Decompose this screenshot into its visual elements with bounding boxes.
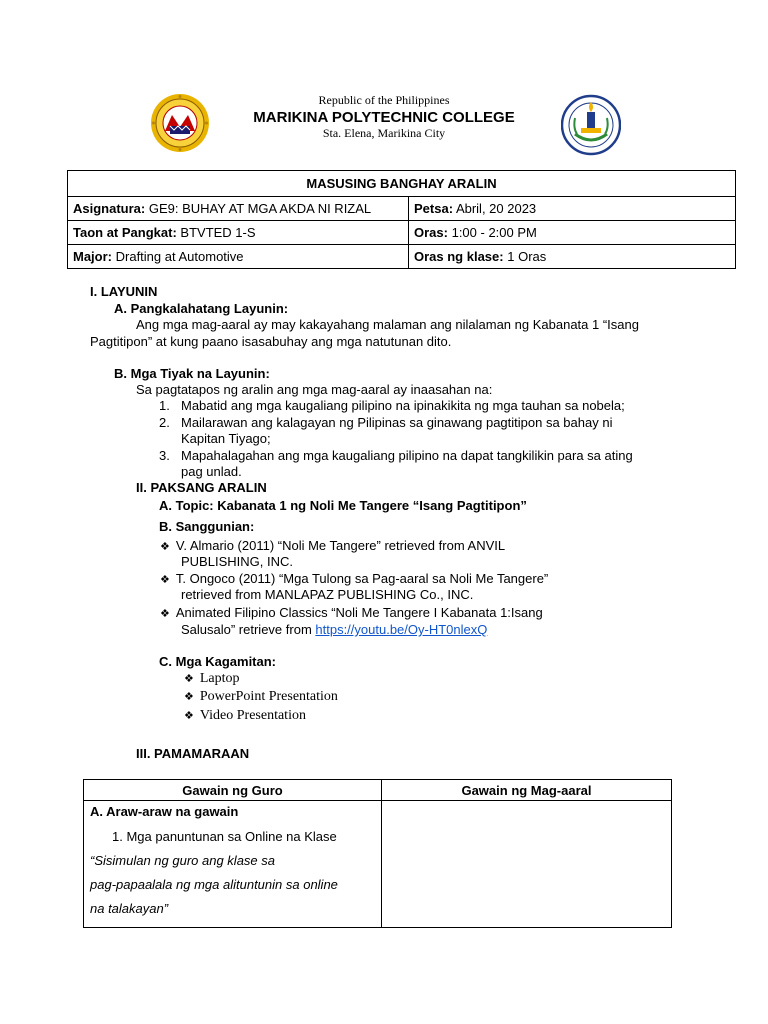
objective-number: 1.	[159, 398, 170, 413]
student-activity-header: Gawain ng Mag-aaral	[382, 780, 672, 801]
teacher-quote-line: “Sisimulan ng guro ang klase sa	[90, 853, 275, 868]
objective-text: Mapahalagahan ang mga kaugaliang pilipino na dapat tangkilikin para sa ating	[181, 448, 633, 463]
online-rules-item: 1. Mga panuntunan sa Online na Klase	[112, 829, 337, 844]
table-row	[84, 801, 672, 928]
reference-item-cont: retrieved from MANLAPAZ PUBLISHING Co., INC.	[181, 587, 474, 602]
material-item: ❖ Video Presentation	[184, 708, 306, 723]
topic-line: A. Topic: Kabanata 1 ng Noli Me Tangere “Isang Pagtitipon”	[159, 498, 527, 513]
diamond-bullet-icon: ❖	[160, 574, 170, 586]
info-row	[68, 245, 736, 269]
material-item: ❖ PowerPoint Presentation	[184, 689, 338, 704]
reference-item: ❖ T. Ongoco (2011) “Mga Tulong sa Pag-aaral sa Noli Me Tangere”	[160, 571, 549, 586]
info-row	[68, 221, 736, 245]
diamond-bullet-icon: ❖	[160, 608, 170, 620]
reference-item: ❖ Animated Filipino Classics “Noli Me Tangere I Kabanata 1:Isang	[160, 605, 543, 620]
objective-text: Mabatid ang mga kaugaliang pilipino na ipinakikita ng mga tauhan sa nobela;	[181, 398, 625, 413]
diamond-bullet-icon: ❖	[160, 541, 170, 553]
paksang-aralin-heading: II. PAKSANG ARALIN	[136, 480, 267, 495]
general-objective-heading: A. Pangkalahatang Layunin:	[114, 301, 289, 316]
specific-objectives-heading: B. Mga Tiyak na Layunin:	[114, 366, 270, 381]
diamond-bullet-icon: ❖	[184, 673, 194, 685]
date-value: Abril, 20 2023	[455, 201, 537, 216]
time-value: 1:00 - 2:00 PM	[451, 225, 537, 240]
objective-number: 2.	[159, 415, 170, 430]
objective-number: 3.	[159, 448, 170, 463]
date-label: Petsa:	[414, 201, 454, 216]
youtube-link[interactable]: https://youtu.be/Oy-HT0nlexQ	[315, 622, 488, 637]
college-address: Sta. Elena, Marikina City	[322, 126, 446, 140]
college-name: MARIKINA POLYTECHNIC COLLEGE	[253, 109, 515, 126]
lesson-info-table	[67, 170, 736, 269]
reference-item-cont: Salusalo” retrieve from https://youtu.be/Oy-HT0nlexQ	[181, 622, 488, 637]
daily-routine-heading: A. Araw-araw na gawain	[90, 804, 239, 819]
procedure-table	[83, 779, 672, 928]
objective-text-cont: pag unlad.	[181, 464, 242, 479]
year-section-label: Taon at Pangkat:	[73, 225, 177, 240]
objective-text: Mailarawan ang kalagayan ng Pilipinas sa ginawang pagtitipon sa bahay ni	[181, 415, 613, 430]
subject-label: Asignatura:	[73, 201, 146, 216]
student-activity-cell	[382, 801, 672, 928]
general-objective-text: Ang mga mag-aaral ay may kakayahang malaman ang nilalaman ng Kabanata 1 “Isang	[136, 317, 639, 332]
diamond-bullet-icon: ❖	[184, 691, 194, 703]
class-hours-label: Oras ng klase:	[414, 249, 504, 264]
teacher-quote-line: na talakayan”	[90, 901, 169, 916]
references-heading: B. Sanggunian:	[159, 519, 255, 534]
material-item: ❖ Laptop	[184, 671, 240, 686]
diamond-bullet-icon: ❖	[184, 710, 194, 722]
time-label: Oras:	[414, 225, 448, 240]
country-line: Republic of the Philippines	[318, 93, 450, 107]
specific-objectives-intro: Sa pagtatapos ng aralin ang mga mag-aaral ay inaasahan na:	[136, 382, 493, 397]
layunin-heading: I. LAYUNIN	[90, 284, 158, 299]
lesson-plan-title: MASUSING BANGHAY ARALIN	[68, 171, 736, 197]
year-section-value: BTVTED 1-S	[180, 225, 256, 240]
general-objective-text-cont: Pagtitipon” at kung paano isasabuhay ang mga natutunan dito.	[90, 334, 452, 349]
reference-item: ❖ V. Almario (2011) “Noli Me Tangere” retrieved from ANVIL	[160, 538, 506, 553]
reference-item-cont: PUBLISHING, INC.	[181, 554, 293, 569]
class-hours-value: 1 Oras	[507, 249, 547, 264]
materials-heading: C. Mga Kagamitan:	[159, 654, 277, 669]
major-value: Drafting at Automotive	[115, 249, 244, 264]
major-label: Major:	[73, 249, 112, 264]
subject-value: GE9: BUHAY AT MGA AKDA NI RIZAL	[148, 201, 372, 216]
teacher-activity-header: Gawain ng Guro	[84, 780, 382, 801]
teacher-quote-line: pag-papaalala ng mga alituntunin sa online	[90, 877, 338, 892]
info-row	[68, 197, 736, 221]
pamamaraan-heading: III. PAMAMARAAN	[136, 746, 250, 761]
objective-text-cont: Kapitan Tiyago;	[181, 431, 271, 446]
